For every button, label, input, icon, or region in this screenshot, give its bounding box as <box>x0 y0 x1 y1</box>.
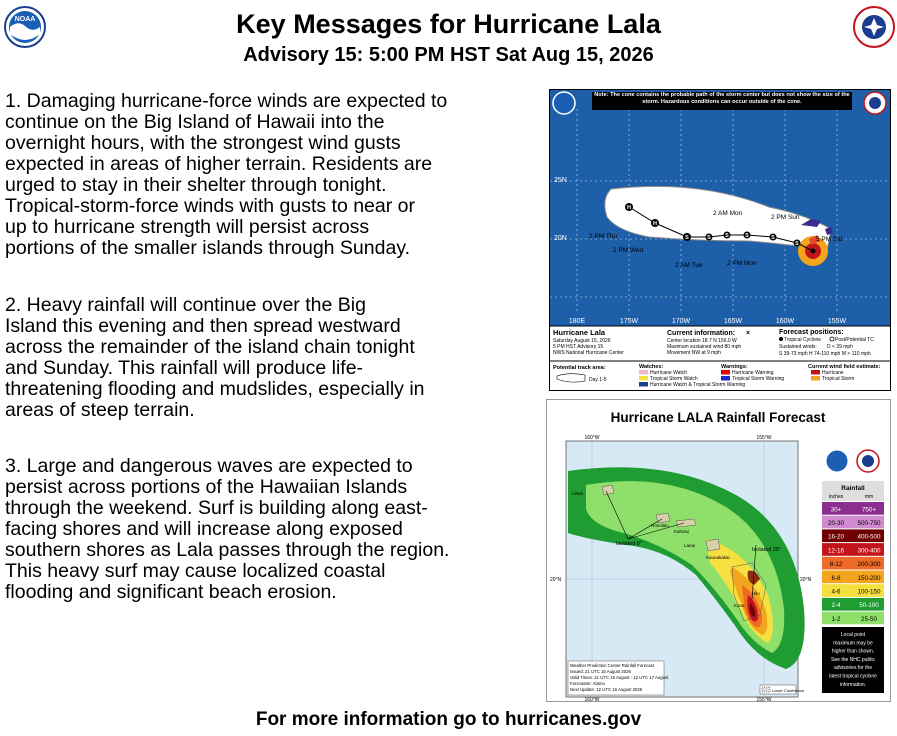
potential-track-label: Potential track area: <box>553 365 606 371</box>
legend-in-4: 8-12 <box>829 561 843 569</box>
storm-name: Hurricane Lala <box>553 328 606 337</box>
key-message-1: 1. Damaging hurricane-force winds are expected to continue on the Big Island of Hawaii into the overnight hours, with the strongest wind gusts expected in areas of higher terrain. Residents are urged to stay in their shelter through tonight. Tropical-storm-force winds with gusts to near or up to hurricane strength will persist across portions of the smaller islands through Sunday. <box>5 90 448 259</box>
wind-field-ts: Tropical Storm <box>822 376 855 382</box>
legend-mm-6: 100-150 <box>857 588 881 596</box>
warnings-title: Warnings: <box>721 364 748 370</box>
legend-in-1: 20-30 <box>827 520 845 528</box>
info-line-2: Issued: 21 UTC 15 August 2026 <box>570 669 631 674</box>
pos-2pm-mon: 2 PM Mon <box>727 260 757 267</box>
legend-mm-5: 150-200 <box>857 574 881 582</box>
pos-2pm-sun: 2 PM Sun <box>771 214 800 221</box>
key-message-3: 3. Large and dangerous waves are expected to persist across portions of the Hawaiian Islands through the weekend. Surf is building along east- facing shores and will increase along exposed southern shores as Lala passes through the region. This heavy surf may cause localized coastal flooding and significant beach erosion. <box>5 455 450 603</box>
pos-2am-mon: 2 AM Mon <box>713 210 743 217</box>
lon-top-155: 155°W <box>756 435 772 441</box>
legend-in-0: 30+ <box>830 506 842 514</box>
svg-text:S: S <box>745 233 749 239</box>
warning-hurricane: Hurricane Warning <box>732 370 774 376</box>
lon-label-165: 165W <box>723 318 743 325</box>
legend-title: Rainfall <box>841 485 865 492</box>
storm-line-2: 5 PM HST Advisory 15 <box>553 344 604 350</box>
current-line-1: Center location 18.7 N 156.0 W <box>667 338 737 344</box>
warning-ts: Tropical Storm Warning <box>732 376 785 382</box>
svg-text:S: S <box>725 233 729 239</box>
forecast-sh: S 39-73 mph H 74-110 mph M > 110 mph <box>779 351 871 357</box>
lat-right-20: 20°N <box>800 577 812 583</box>
lat-label-20: 20N <box>554 235 567 242</box>
lon-bottom-155: 155°W <box>756 697 772 702</box>
forecast-d: D < 39 mph <box>827 344 853 350</box>
rain-note-line-1: maximum may be <box>833 640 873 647</box>
legend-in-6: 4-6 <box>831 588 841 596</box>
rain-note-line-4: advisories for the <box>833 665 873 672</box>
place-lihue: Lihue <box>572 491 584 496</box>
info-line-4: Forecaster: Alamo <box>570 681 605 686</box>
rain-note-line-6: information. <box>839 681 867 688</box>
legend-mm-4: 200-300 <box>857 561 881 569</box>
watch-ts: Tropical Storm Watch <box>650 376 698 382</box>
noaa-logo-text: NOAA <box>14 16 36 23</box>
place-kahului: Kahului <box>674 529 690 534</box>
rain-noaa-logo <box>826 450 848 472</box>
legend-mm-8: 25-50 <box>860 615 878 623</box>
svg-text:S: S <box>685 235 689 241</box>
rain-note-line-2: higher than shown. <box>831 648 875 655</box>
legend-in-5: 6-8 <box>831 574 841 582</box>
track-cone-map <box>549 89 891 391</box>
legend-in-7: 2-4 <box>831 602 841 610</box>
lon-label-175: 175W <box>619 318 639 325</box>
legend-in-8: 1-2 <box>831 615 841 623</box>
lon-label-155: 155W <box>827 318 847 325</box>
place-lanai: Lanai <box>684 543 696 548</box>
legend-in-3: 12-16 <box>827 547 845 555</box>
legend-in-2: 16-20 <box>827 533 845 541</box>
lon-label-180: 180E <box>568 318 586 325</box>
rain-note-line-0: Local point <box>840 632 866 638</box>
forecast-post: Post/Potential TC <box>835 337 874 343</box>
svg-text:H: H <box>653 221 657 227</box>
pos-2pm-wed: 2 PM Wed <box>613 247 644 254</box>
rain-note-line-5: latest tropical cyclone <box>829 673 877 680</box>
isolated-8: Isolated 8" <box>616 541 642 547</box>
forecast-tc: Tropical Cyclone <box>784 337 822 343</box>
wind-field-hurricane: Hurricane <box>822 370 844 376</box>
lat-label-25: 25N <box>554 177 567 184</box>
legend-unit-inches: inches <box>828 494 844 500</box>
storm-line-1: Saturday August 15, 2026 <box>553 338 611 344</box>
lower-confidence: Lower Confidence <box>772 688 805 693</box>
place-honolulu: Honolulu <box>651 523 669 528</box>
rain-map-title: Hurricane LALA Rainfall Forecast <box>610 410 826 425</box>
watch-hurricane: Hurricane Watch <box>650 370 688 376</box>
svg-text:×: × <box>746 330 751 337</box>
info-line-1: Weather Prediction Center Rainfall Forecast <box>570 663 654 668</box>
advisory-subtitle: Advisory 15: 5:00 PM HST Sat Aug 15, 2026 <box>243 44 654 66</box>
current-line-2: Maximum sustained wind 80 mph <box>667 344 742 350</box>
lon-bottom-160: 160°W <box>584 697 600 702</box>
pos-2pm-thu: 2 PM Thu <box>589 233 618 240</box>
watch-warning-combo: Hurricane Watch & Tropical Storm Warning <box>650 382 746 388</box>
track-noaa-logo <box>553 92 575 114</box>
wind-field-title: Current wind field estimate: <box>808 364 881 370</box>
place-hilo: Hilo <box>752 591 760 596</box>
storm-line-3: NWS National Hurricane Center <box>553 350 624 356</box>
lon-label-170: 170W <box>671 318 691 325</box>
forecast-title: Forecast positions: <box>779 329 844 336</box>
key-message-2: 2. Heavy rainfall will continue over the Big Island this evening and then spread westward across the remainder of the island chain tonight and Sunday. This rainfall will produce life- threatening flooding and mudslides, especially in areas of steep terrain. <box>5 294 425 421</box>
pos-2am-tue: 2 AM Tue <box>675 262 703 269</box>
page-title: Key Messages for Hurricane Lala <box>236 9 661 39</box>
lon-label-160: 160W <box>775 318 795 325</box>
legend-mm-0: 750+ <box>861 506 877 514</box>
place-kaunakakai: Kaunakakai <box>706 555 730 560</box>
legend-unit-mm: mm <box>864 494 874 500</box>
legend-mm-7: 50-100 <box>859 602 879 610</box>
forecast-winds: Sustained winds: <box>779 344 817 350</box>
isolated-25: Isolated 25" <box>752 547 781 553</box>
footer-link-text: For more information go to hurricanes.gov <box>255 709 642 730</box>
lat-left-20: 20°N <box>550 577 562 583</box>
legend-mm-3: 300-400 <box>857 547 881 555</box>
info-line-5: Next Update: 12 UTC 16 August 2026 <box>570 687 643 692</box>
legend-mm-2: 400-500 <box>857 533 881 541</box>
lon-top-160: 160°W <box>584 435 600 441</box>
day-label: Day 1-5 <box>589 377 607 383</box>
svg-text:S: S <box>771 235 775 241</box>
place-kona: Kona <box>734 603 745 608</box>
rain-note-line-3: See the NHC public <box>831 656 875 663</box>
cone-note: Note: The cone contains the probable path of the storm center but does not show the size of the storm. Hazardous conditions can occur outside of the cone. <box>594 92 850 105</box>
svg-text:S: S <box>707 235 711 241</box>
pos-5pm-sat: 5 PM Sat <box>816 236 843 243</box>
current-info-title: Current information: <box>667 330 736 337</box>
legend-mm-1: 500-750 <box>857 520 881 528</box>
watches-title: Watches: <box>639 364 664 370</box>
svg-text:S: S <box>795 241 799 247</box>
current-line-3: Movement NW at 9 mph <box>667 350 721 356</box>
svg-text:H: H <box>627 205 631 211</box>
rainfall-forecast-map <box>546 399 891 702</box>
info-line-3: Valid Times: 21 UTC 15 August - 12 UTC 17 August <box>570 675 669 680</box>
